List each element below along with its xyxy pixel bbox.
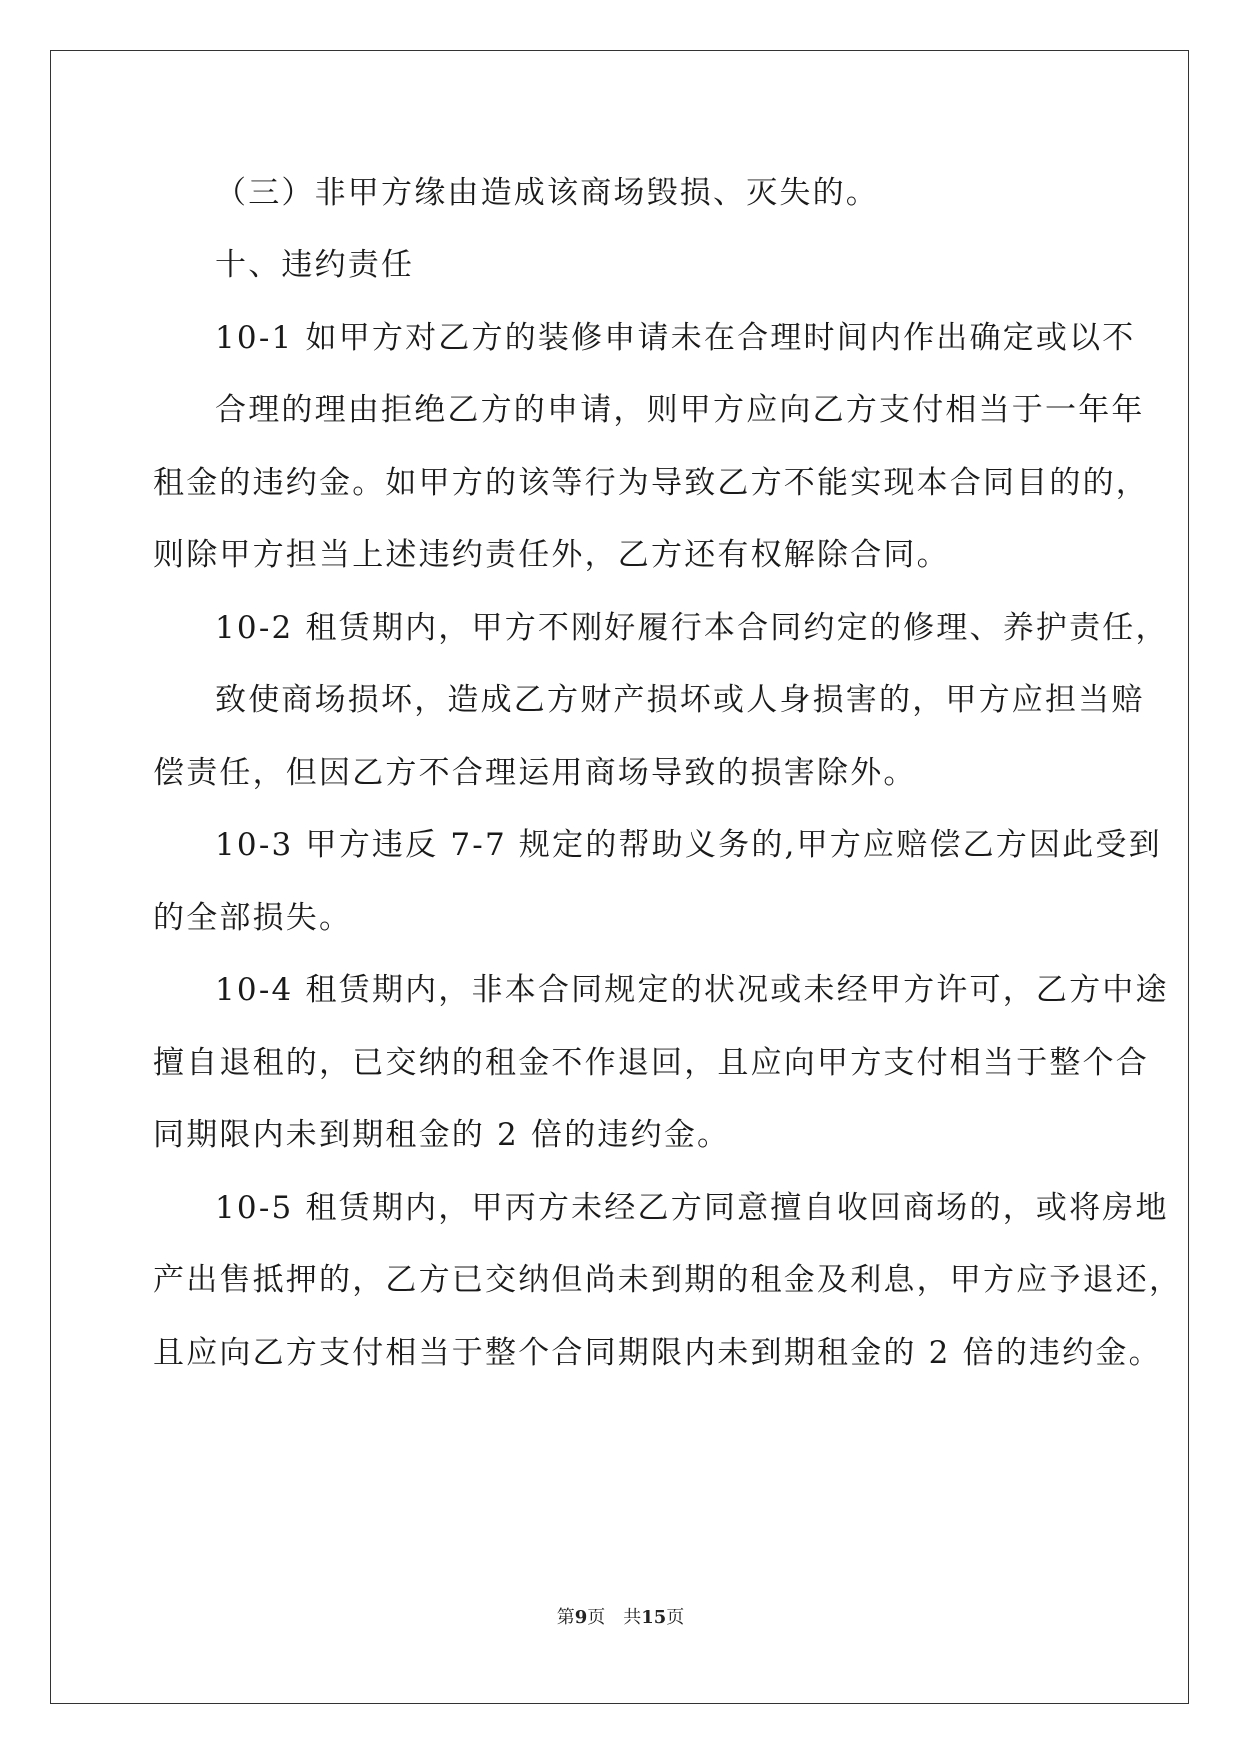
text-line: 产出售抵押的，乙方已交纳但尚未到期的租金及利息，甲方应予退还， [153,1262,1183,1298]
text-line: 则除甲方担当上述违约责任外，乙方还有权解除合同。 [153,537,950,573]
text-line: 致使商场损坏，造成乙方财产损坏或人身损害的，甲方应担当赔 [215,682,1145,718]
section-heading: 十、违约责任 [215,247,415,283]
page-number: 9 [574,1607,588,1628]
total-pages: 15 [641,1607,667,1628]
page-prefix: 第 [556,1607,575,1628]
text-line: 同期限内未到期租金的 2 倍的违约金。 [153,1117,731,1153]
text-line: 10-3 甲方违反 7-7 规定的帮助义务的,甲方应赔偿乙方因此受到 [215,827,1162,863]
text-line: 10-1 如甲方对乙方的装修申请未在合理时间内作出确定或以不 [215,320,1136,356]
page-footer [0,1606,1241,1630]
text-line: 擅自退租的，已交纳的租金不作退回，且应向甲方支付相当于整个合 [153,1045,1149,1081]
text-line: 10-2 租赁期内，甲方不刚好履行本合同约定的修理、养护责任， [215,610,1169,646]
text-line: 10-4 租赁期内，非本合同规定的状况或未经甲方许可，乙方中途 [215,972,1169,1008]
total-suffix: 页 [666,1607,685,1628]
text-line: （三）非甲方缘由造成该商场毁损、灭失的。 [215,175,879,211]
text-line: 合理的理由拒绝乙方的申请，则甲方应向乙方支付相当于一年年 [215,392,1145,428]
text-line: 且应向乙方支付相当于整个合同期限内未到期租金的 2 倍的违约金。 [153,1335,1162,1371]
page-border [50,50,1189,1704]
text-line: 租金的违约金。如甲方的该等行为导致乙方不能实现本合同目的的， [153,465,1149,501]
text-line: 偿责任，但因乙方不合理运用商场导致的损害除外。 [153,755,917,791]
page-suffix: 页 [587,1607,606,1628]
text-line: 10-5 租赁期内，甲丙方未经乙方同意擅自收回商场的，或将房地 [215,1190,1169,1226]
total-prefix: 共 [623,1607,642,1628]
text-line: 的全部损失。 [153,900,353,936]
